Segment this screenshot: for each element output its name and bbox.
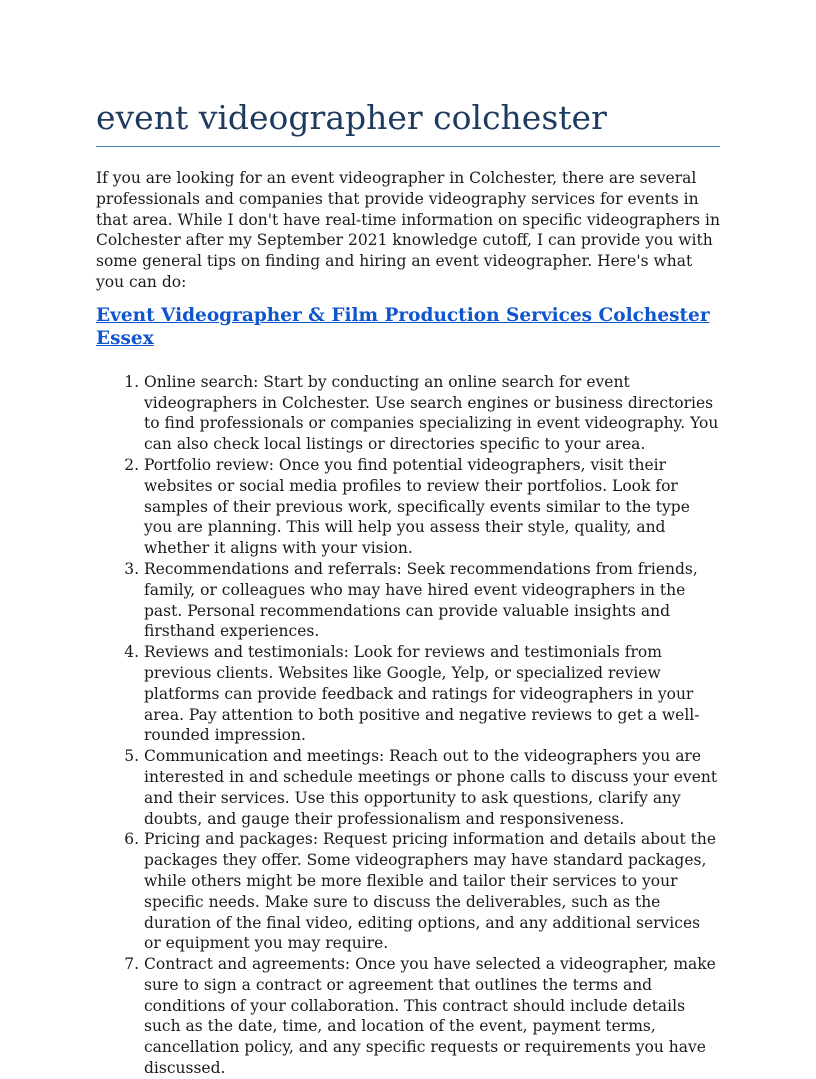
list-item: 1. Online search: Start by conducting an online search for event videographers in Colchester. Use search engines or business directories to find professionals or companies specializing in event videography. You can also check local listings or directories specific to your area. [144, 372, 720, 455]
page-title: event videographer colchester [96, 96, 720, 147]
list-item: 2. Portfolio review: Once you find potential videographers, visit their websites or social media profiles to review their portfolios. Look for samples of their previous work, specifically events similar to the type you are planning. This will help you assess their style, quality, and whether it aligns with your vision. [144, 455, 720, 559]
list-item: 4. Reviews and testimonials: Look for reviews and testimonials from previous clients. Websites like Google, Yelp, or specialized review platforms can provide feedback and ratings for videographers in your area. Pay attention to both positive and negative reviews to get a well-rounded impression. [144, 642, 720, 746]
document-page [96, 96, 720, 1079]
list-item: 3. Recommendations and referrals: Seek recommendations from friends, family, or colleagues who may have hired event videographers in the past. Personal recommendations can provide valuable insights and firsthand experiences. [144, 559, 720, 642]
event-videographer-link[interactable]: Event Videographer & Film Production Services Colchester Essex [96, 304, 710, 350]
list-item: 5. Communication and meetings: Reach out to the videographers you are interested in and schedule meetings or phone calls to discuss your event and their services. Use this opportunity to ask questions, clarify any doubts, and gauge their professionalism and responsiveness. [144, 746, 720, 829]
tips-list [96, 372, 720, 1079]
intro-paragraph: If you are looking for an event videographer in Colchester, there are several professionals and companies that provide videography services for events in that area. While I don't have real-time information on specific videographers in Colchester after my September 2021 knowledge cutoff, I can provide you with some general tips on finding and hiring an event videographer. Here's what you can do: [96, 169, 720, 291]
list-item: 7. Contract and agreements: Once you have selected a videographer, make sure to sign a contract or agreement that outlines the terms and conditions of your collaboration. This contract should include details such as the date, time, and location of the event, payment terms, cancellation policy, and any specific requests or requirements you have discussed. [144, 954, 720, 1079]
list-item: 6. Pricing and packages: Request pricing information and details about the packages they offer. Some videographers may have standard packages, while others might be more flexible and tailor their services to your specific needs. Make sure to discuss the deliverables, such as the duration of the final video, editing options, and any additional services or equipment you may require. [144, 829, 720, 954]
